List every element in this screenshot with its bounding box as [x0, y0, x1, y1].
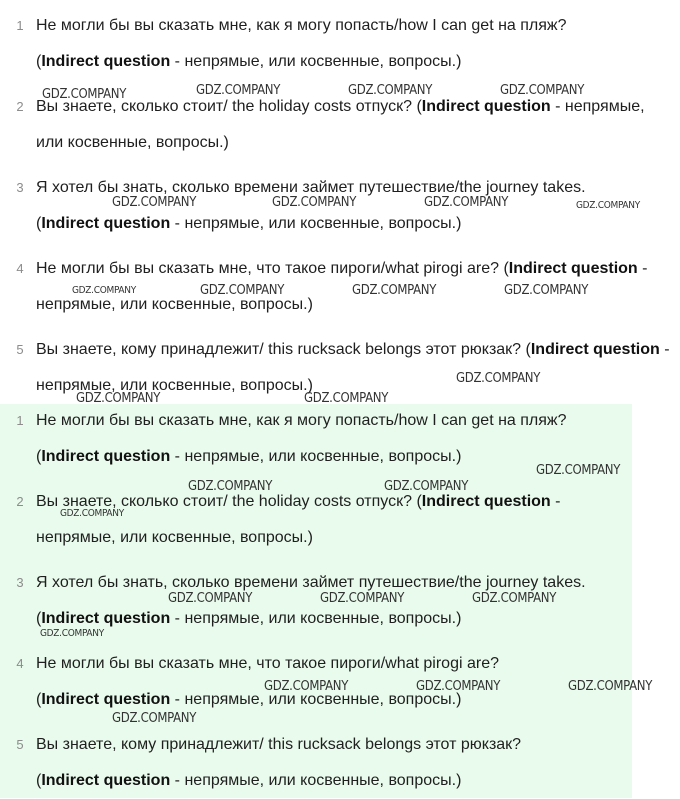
watermark: GDZ.COMPANY [416, 679, 501, 694]
note-text: - непрямые, или косвенные, вопросы.) [36, 98, 645, 151]
watermark: GDZ.COMPANY [272, 195, 357, 210]
watermark: GDZ.COMPANY [188, 479, 273, 494]
note-open: ( [36, 610, 42, 627]
note-text: - непрямые, или косвенные, вопросы.) [170, 691, 462, 708]
note-open: ( [525, 341, 531, 358]
watermark: GDZ.COMPANY [352, 283, 437, 298]
watermark: GDZ.COMPANY [196, 83, 281, 98]
watermark: GDZ.COMPANY [568, 679, 653, 694]
note-label: Indirect question [421, 493, 551, 510]
note-open: ( [36, 691, 42, 708]
item-text: Я хотел бы знать, сколько времени займет путешествие/the journey takes. [36, 574, 586, 591]
item-text: Не могли бы вы сказать мне, как я могу попасть/how I can get на пляж? [36, 17, 567, 34]
note-label: Indirect question [41, 448, 171, 465]
item-text: Не могли бы вы сказать мне, как я могу попасть/how I can get на пляж? [36, 412, 567, 429]
watermark: GDZ.COMPANY [264, 679, 349, 694]
watermark: GDZ.COMPANY [72, 285, 136, 296]
item-text: Я хотел бы знать, сколько времени займет путешествие/the journey takes. [36, 179, 586, 196]
watermark: GDZ.COMPANY [112, 711, 197, 726]
note-open: ( [36, 448, 42, 465]
note-text: - непрямые, или косвенные, вопросы.) [170, 772, 462, 789]
watermark: GDZ.COMPANY [472, 591, 557, 606]
watermark: GDZ.COMPANY [576, 200, 640, 211]
note-label: Indirect question [41, 772, 171, 789]
item-number: 2 [16, 494, 24, 509]
note-label: Indirect question [41, 691, 171, 708]
note-label: Indirect question [41, 215, 171, 232]
watermark: GDZ.COMPANY [456, 371, 541, 386]
note-open: ( [416, 98, 422, 115]
watermark: GDZ.COMPANY [168, 591, 253, 606]
note-text: - непрямые, или косвенные, вопросы.) [36, 493, 561, 546]
item-number: 4 [16, 261, 24, 276]
item-text: Вы знаете, сколько стоит/ the holiday costs отпуск? [36, 98, 417, 115]
item-number: 1 [16, 413, 24, 428]
note-open: ( [416, 493, 422, 510]
watermark: GDZ.COMPANY [348, 83, 433, 98]
note-text: - непрямые, или косвенные, вопросы.) [36, 341, 670, 394]
item-number: 5 [16, 342, 24, 357]
note-label: Indirect question [41, 610, 171, 627]
watermark: GDZ.COMPANY [384, 479, 469, 494]
item-text: Не могли бы вы сказать мне, что такое пироги/what pirogi are? [36, 260, 504, 277]
item-text: Вы знаете, кому принадлежит/ this rucksack belongs этот рюкзак? [36, 736, 522, 753]
item-number: 3 [16, 575, 24, 590]
item-number: 1 [16, 18, 24, 33]
item-text: Вы знаете, кому принадлежит/ this rucksack belongs этот рюкзак? [36, 341, 526, 358]
item-text: Не могли бы вы сказать мне, что такое пироги/what pirogi are? [36, 655, 499, 672]
watermark: GDZ.COMPANY [536, 463, 621, 478]
item-text: Вы знаете, сколько стоит/ the holiday costs отпуск? [36, 493, 417, 510]
note-open: ( [503, 260, 509, 277]
watermark: GDZ.COMPANY [504, 283, 589, 298]
note-open: ( [36, 215, 42, 232]
watermark: GDZ.COMPANY [424, 195, 509, 210]
item-number: 5 [16, 737, 24, 752]
item-number: 3 [16, 180, 24, 195]
note-text: - непрямые, или косвенные, вопросы.) [170, 215, 462, 232]
watermark: GDZ.COMPANY [320, 591, 405, 606]
watermark: GDZ.COMPANY [200, 283, 285, 298]
watermark: GDZ.COMPANY [40, 628, 104, 639]
note-label: Indirect question [530, 341, 660, 358]
watermark: GDZ.COMPANY [304, 391, 389, 406]
watermark: GDZ.COMPANY [42, 87, 127, 102]
watermark: GDZ.COMPANY [500, 83, 585, 98]
note-label: Indirect question [508, 260, 638, 277]
watermark: GDZ.COMPANY [60, 508, 124, 519]
note-label: Indirect question [421, 98, 551, 115]
note-text: - непрямые, или косвенные, вопросы.) [170, 610, 462, 627]
note-text: - непрямые, или косвенные, вопросы.) [36, 260, 648, 313]
note-text: - непрямые, или косвенные, вопросы.) [170, 53, 462, 70]
watermark: GDZ.COMPANY [76, 391, 161, 406]
item-number: 4 [16, 656, 24, 671]
note-open: ( [36, 772, 42, 789]
watermark: GDZ.COMPANY [112, 195, 197, 210]
note-open: ( [36, 53, 42, 70]
note-text: - непрямые, или косвенные, вопросы.) [170, 448, 462, 465]
item-number: 2 [16, 99, 24, 114]
note-label: Indirect question [41, 53, 171, 70]
